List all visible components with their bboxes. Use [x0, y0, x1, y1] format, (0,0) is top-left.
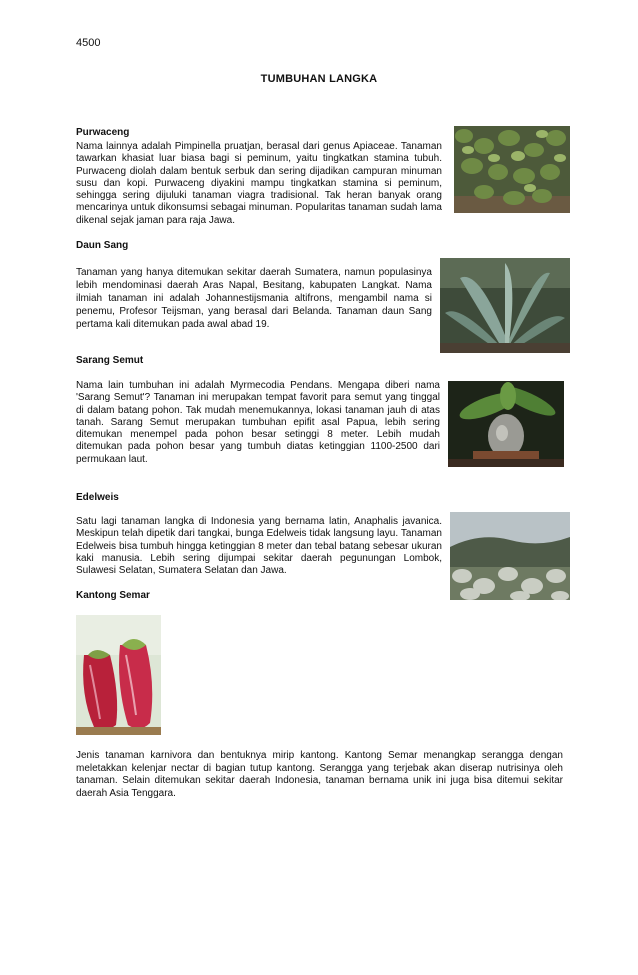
page-number: 4500 — [76, 37, 101, 49]
section-heading-purwaceng: Purwaceng — [76, 127, 130, 138]
section-text-sarang-semut: Nama lain tumbuhan ini adalah Myrmecodia Pendans. Mengapa diberi nama 'Sarang Semut'? Tanaman ini merupakan tempat favorit para semut yang tinggal di dalam batang pohon. Tak mudah menemukannya, lokasi tanaman jauh di atas tanah. Sarang Semut merupakan tumbuhan epifit asal Papua, lebih sering ditemukan menempel pada pohon besar setinggi 8 meter. Lebih mudah ditemukan pada pohon besar yang tumbuh diatas ketinggian 1100-2500 dari permukaan laut. — [76, 380, 440, 465]
section-text-edelweis: Satu lagi tanaman langka di Indonesia yang bernama latin, Anaphalis javanica. Meskipun telah dipetik dari tangkai, bunga Edelweis tidak langsung layu. Tanaman Edelweis bisa tumbuh hingga ketinggian 8 meter dan tebal batang sebesar ukuran kaki manusia. Lebih sering dijumpai sekitar daerah pegunungan Lombok, Sulawesi Selatan, Sumatera Selatan dan Jawa. — [76, 516, 442, 577]
section-heading-kantong-semar: Kantong Semar — [76, 590, 150, 601]
section-heading-daun-sang: Daun Sang — [76, 240, 129, 251]
edelweis-photo — [450, 512, 570, 600]
sarang-semut-photo — [448, 381, 564, 467]
document-title: TUMBUHAN LANGKA — [260, 73, 378, 85]
section-text-daun-sang: Tanaman yang hanya ditemukan sekitar daerah Sumatera, namun populasinya lebih mendominasi daerah Aras Napal, Besitang, kabupaten Langkat. Nama ilmiah tanaman ini adalah Johannestijsmania altifrons, mengambil nama si penemu, Profesor Teijsman, yang berasal dari Belanda. Tanaman daun Sang pertama kali ditemukan pada awal abad 19. — [76, 267, 432, 330]
kantong-semar-photo — [76, 615, 161, 735]
section-text-purwaceng: Nama lainnya adalah Pimpinella pruatjan, berasal dari genus Apiaceae. Tanaman tawarkan khasiat luar biasa bagi si peminum, yaitu tingkatkan stamina tubuh. Purwaceng diolah dalam bentuk serbuk dan sering dijadikan campuran minuman susu dan kopi. Purwaceng diyakini mampu tingkatkan stamina si peminum, sehingga sering dijuluki tanaman viagra tradisional. Tak heran banyak orang mencarinya untuk dikonsumsi sebagai minuman. Popularitas tanaman sudah lama dikenal sejak jaman para raja Jawa. — [76, 141, 442, 226]
section-heading-sarang-semut: Sarang Semut — [76, 355, 144, 366]
section-text-kantong-semar: Jenis tanaman karnivora dan bentuknya mirip kantong. Kantong Semar menangkap serangga dengan meletakkan kelenjar nectar di bagian tutup kantong. Serangga yang terjebak akan diserap nutrisinya oleh tanaman. Selain ditemukan sekitar daerah Indonesia, tanaman bernama unik ini juga bisa ditemui sekitar daerah Asia Tenggara. — [76, 750, 563, 799]
section-heading-edelweis: Edelweis — [76, 492, 119, 503]
daun-sang-photo — [440, 258, 570, 353]
purwaceng-photo — [454, 126, 570, 213]
